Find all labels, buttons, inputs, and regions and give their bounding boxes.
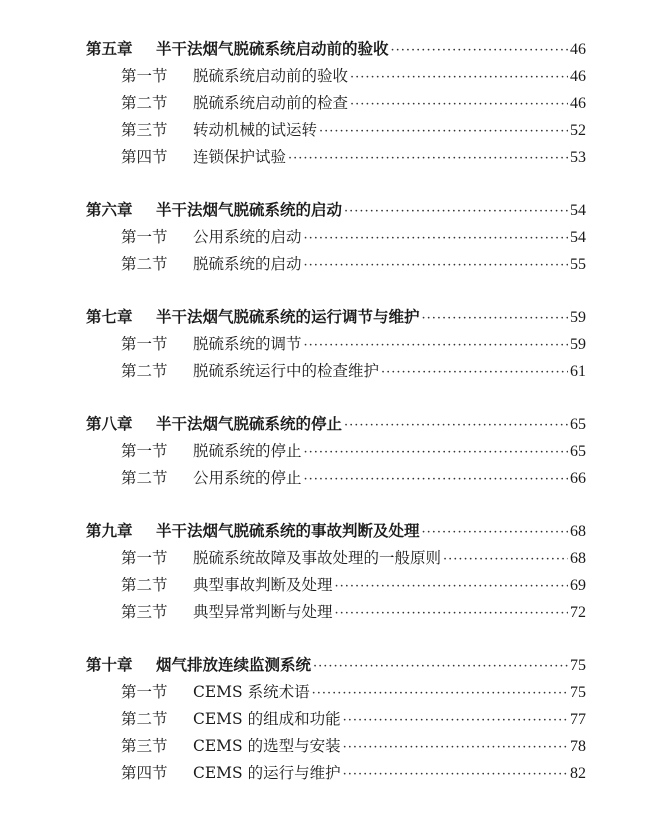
section-number: 第一节 [121, 335, 168, 353]
section-page-number: 75 [570, 684, 586, 701]
section-title: 脱硫系统故障及事故处理的一般原则 [193, 549, 442, 567]
leader-dots [343, 761, 568, 788]
section-title: 脱硫系统启动前的检查 [193, 94, 349, 112]
chapter-block [86, 518, 586, 626]
section-entry[interactable] [86, 117, 586, 144]
chapter-page-number: 65 [570, 416, 586, 433]
leader-dots [422, 305, 568, 332]
section-number: 第一节 [121, 228, 168, 246]
chapter-page-number: 59 [570, 309, 586, 326]
chapter-block [86, 197, 586, 278]
section-entry[interactable] [86, 706, 586, 733]
section-page-number: 78 [570, 738, 586, 755]
section-entry[interactable] [86, 90, 586, 117]
chapter-entry[interactable] [86, 197, 586, 224]
section-entry[interactable] [86, 331, 586, 358]
section-entry[interactable] [86, 545, 586, 572]
section-number: 第四节 [121, 148, 168, 166]
section-title: CEMS 的组成和功能 [193, 710, 341, 728]
leader-dots [304, 466, 568, 493]
section-title: 公用系统的启动 [193, 228, 302, 246]
leader-dots [422, 519, 568, 546]
chapter-number: 第十章 [86, 656, 133, 674]
leader-dots [304, 332, 568, 359]
section-title: 连锁保护试验 [193, 148, 287, 166]
section-number: 第二节 [121, 576, 168, 594]
leader-dots [335, 600, 568, 627]
section-page-number: 65 [570, 443, 586, 460]
chapter-number: 第九章 [86, 522, 133, 540]
section-title: 脱硫系统的停止 [193, 442, 302, 460]
chapter-entry[interactable] [86, 411, 586, 438]
chapter-block [86, 36, 586, 171]
chapter-title: 烟气排放连续监测系统 [156, 656, 312, 674]
leader-dots [304, 252, 568, 279]
section-entry[interactable] [86, 224, 586, 251]
leader-dots [319, 118, 568, 145]
section-number: 第二节 [121, 94, 168, 112]
table-of-contents [86, 36, 586, 813]
chapter-page-number: 54 [570, 202, 586, 219]
section-page-number: 46 [570, 68, 586, 85]
section-title: 脱硫系统的调节 [193, 335, 302, 353]
section-page-number: 53 [570, 149, 586, 166]
section-entry[interactable] [86, 760, 586, 787]
section-number: 第四节 [121, 764, 168, 782]
section-number: 第二节 [121, 362, 168, 380]
section-number: 第二节 [121, 255, 168, 273]
section-number: 第一节 [121, 683, 168, 701]
chapter-entry[interactable] [86, 304, 586, 331]
chapter-block [86, 652, 586, 787]
section-number: 第一节 [121, 442, 168, 460]
chapter-page-number: 75 [570, 657, 586, 674]
leader-dots [391, 37, 568, 64]
section-page-number: 52 [570, 122, 586, 139]
section-title: 典型异常判断与处理 [193, 603, 333, 621]
section-page-number: 59 [570, 336, 586, 353]
leader-dots [304, 225, 568, 252]
section-number: 第二节 [121, 469, 168, 487]
section-entry[interactable] [86, 438, 586, 465]
section-entry[interactable] [86, 599, 586, 626]
section-number: 第三节 [121, 603, 168, 621]
leader-dots [344, 198, 568, 225]
chapter-title: 半干法烟气脱硫系统的停止 [156, 415, 343, 433]
chapter-entry[interactable] [86, 652, 586, 679]
section-title: 脱硫系统启动前的验收 [193, 67, 349, 85]
section-page-number: 61 [570, 363, 586, 380]
section-title: 公用系统的停止 [193, 469, 302, 487]
section-entry[interactable] [86, 63, 586, 90]
section-page-number: 54 [570, 229, 586, 246]
section-entry[interactable] [86, 251, 586, 278]
chapter-number: 第七章 [86, 308, 133, 326]
section-title: 转动机械的试运转 [193, 121, 318, 139]
section-title: CEMS 系统术语 [193, 683, 310, 701]
section-title: CEMS 的选型与安装 [193, 737, 341, 755]
section-entry[interactable] [86, 733, 586, 760]
section-title: 典型事故判断及处理 [193, 576, 333, 594]
chapter-page-number: 46 [570, 41, 586, 58]
chapter-title: 半干法烟气脱硫系统的事故判断及处理 [156, 522, 420, 540]
chapter-title: 半干法烟气脱硫系统的启动 [156, 201, 343, 219]
section-page-number: 69 [570, 577, 586, 594]
leader-dots [443, 546, 568, 573]
chapter-block [86, 411, 586, 492]
chapter-number: 第六章 [86, 201, 133, 219]
leader-dots [343, 734, 568, 761]
section-number: 第三节 [121, 121, 168, 139]
leader-dots [288, 145, 568, 172]
chapter-page-number: 68 [570, 523, 586, 540]
chapter-number: 第五章 [86, 40, 133, 58]
leader-dots [350, 64, 568, 91]
section-entry[interactable] [86, 465, 586, 492]
section-page-number: 68 [570, 550, 586, 567]
section-title: 脱硫系统的启动 [193, 255, 302, 273]
section-number: 第一节 [121, 549, 168, 567]
section-title: 脱硫系统运行中的检查维护 [193, 362, 380, 380]
section-number: 第三节 [121, 737, 168, 755]
leader-dots [350, 91, 568, 118]
section-page-number: 55 [570, 256, 586, 273]
section-page-number: 72 [570, 604, 586, 621]
section-entry[interactable] [86, 144, 586, 171]
section-page-number: 77 [570, 711, 586, 728]
section-number: 第二节 [121, 710, 168, 728]
section-entry[interactable] [86, 358, 586, 385]
leader-dots [304, 439, 568, 466]
chapter-entry[interactable] [86, 36, 586, 63]
chapter-title: 半干法烟气脱硫系统的运行调节与维护 [156, 308, 420, 326]
leader-dots [313, 653, 568, 680]
leader-dots [312, 680, 568, 707]
chapter-entry[interactable] [86, 518, 586, 545]
leader-dots [344, 412, 568, 439]
leader-dots [335, 573, 568, 600]
chapter-block [86, 304, 586, 385]
chapter-number: 第八章 [86, 415, 133, 433]
leader-dots [343, 707, 568, 734]
section-page-number: 82 [570, 765, 586, 782]
chapter-title: 半干法烟气脱硫系统启动前的验收 [156, 40, 389, 58]
leader-dots [381, 359, 568, 386]
section-title: CEMS 的运行与维护 [193, 764, 341, 782]
section-page-number: 46 [570, 95, 586, 112]
section-entry[interactable] [86, 679, 586, 706]
section-page-number: 66 [570, 470, 586, 487]
section-number: 第一节 [121, 67, 168, 85]
section-entry[interactable] [86, 572, 586, 599]
